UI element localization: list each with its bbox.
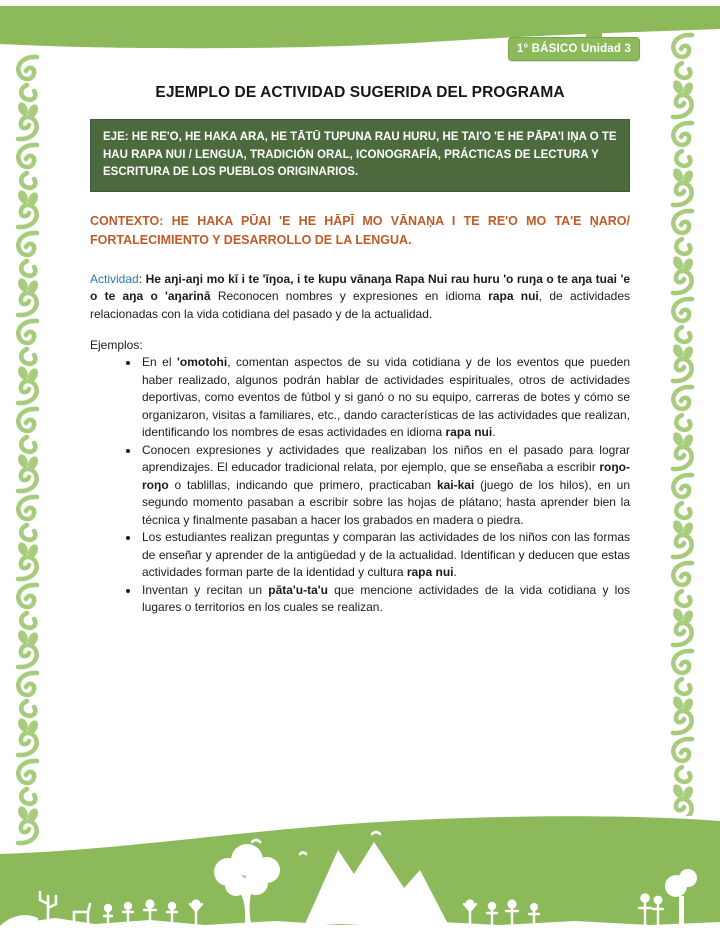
eje-text: EJE: HE RE'O, HE HAKA ARA, HE TĀTŪ TUPUNA RAU HURU, HE TAI'O 'E HE PĀPA'I IŅA O TE HAU RAPA NUI / LENGUA, TRADICIÓN ORAL, ICONOGRAFÍA, PRÁCTICAS DE LECTURA Y ESCRITURA DE LOS PUEBLOS ORIGINARIOS. [103,131,617,178]
rapanui-term: rapa nui [445,425,493,439]
bullet-text: . [492,425,496,439]
bullet-text: En el [142,355,178,369]
footer-landscape-icon [0,812,720,932]
rapanui-term: pāta'u-ta'u [268,582,328,597]
contexto-heading [90,212,630,250]
rapanui-term: 'omotohi [177,355,228,369]
rapanui-term: roŋo-roŋo [142,460,630,492]
eje-banner [90,119,630,192]
actividad-paragraph [90,271,630,324]
bullet-text: Los estudiantes realizan preguntas y comparan las actividades de los niños con las formas de enseñar y aprender de la antigüedad y de la actualidad. Identifican y deducen que estas actividades forman parte de la identidad y cultura [142,530,630,579]
bullet-text: Conocen expresiones y actividades que realizaban los niños en el pasado para lograr aprendizajes. El educador tradicional relata, por ejemplo, que se enseñaba a escribir [142,442,630,474]
actividad-label: Actividad [90,271,139,286]
list-item [140,529,630,582]
contexto-text: CONTEXTO: HE HAKA PŪAI 'E HE HĀPĪ MO VĀNAŅA I TE RE'O MO TA'E ŅARO/ FORTALECIMIENTO Y DESARROLLO DE LA LENGUA. [90,213,630,247]
bullet-text: que mencione actividades de la vida cotidiana y los lugares o territorios en los cuales se realizan. [142,582,630,614]
bullet-text: , comentan aspectos de su vida cotidiana y de los eventos que pueden haber realizado, algunos podrán hablar de actividades espirituales, otros de actividades deportivas, como eventos de fútbol y si ganó o no su equipo, carreras de botes y cómo se organizaron, visitas a familiares, etc., dando características de las actividades que realizan, identificando los nombres de esas actividades en idioma [142,355,631,439]
bullet-text: . [453,565,457,579]
actividad-rapanui-text: He aŋi-aŋi mo kī i te 'īŋoa, i te kupu vānaŋa Rapa Nui rau huru 'o ruŋa o te aŋa tuai 'e o te aŋa o 'aŋarinā [90,271,631,303]
rapanui-term: rapa nui [488,289,539,303]
koru-border-right-icon [669,32,696,816]
actividad-description-end: , de actividades relacionadas con la vida cotidiana del pasado y de la actualidad. [90,289,630,321]
koru-border-left-icon [14,54,41,846]
page-title: EJEMPLO DE ACTIVIDAD SUGERIDA DEL PROGRAMA [155,84,565,101]
list-item [140,582,630,617]
ejemplos-heading: Ejemplos: [90,338,143,352]
list-item [140,442,630,530]
bullet-text: o tablillas, indicando que primero, practicaban [168,477,437,492]
rapanui-term: rapa nui [406,565,454,579]
rapanui-term: kai-kai [436,477,475,492]
document-body [90,84,630,617]
actividad-colon: : [138,271,146,286]
list-item [140,354,630,442]
bullet-text: (juego de los hilos), en un segundo momento pasaban a escribir sobre las hojas de plátano; hasta aprender bien la técnica y finalmente pasaban a hacer los grabados en madera o piedra. [142,477,631,527]
bullet-text: Inventan y recitan un [142,582,269,597]
ejemplos-list [90,354,630,617]
unit-badge: 1° BÁSICO Unidad 3 [508,37,640,61]
actividad-description: Reconocen nombres y expresiones en idioma [217,289,489,303]
